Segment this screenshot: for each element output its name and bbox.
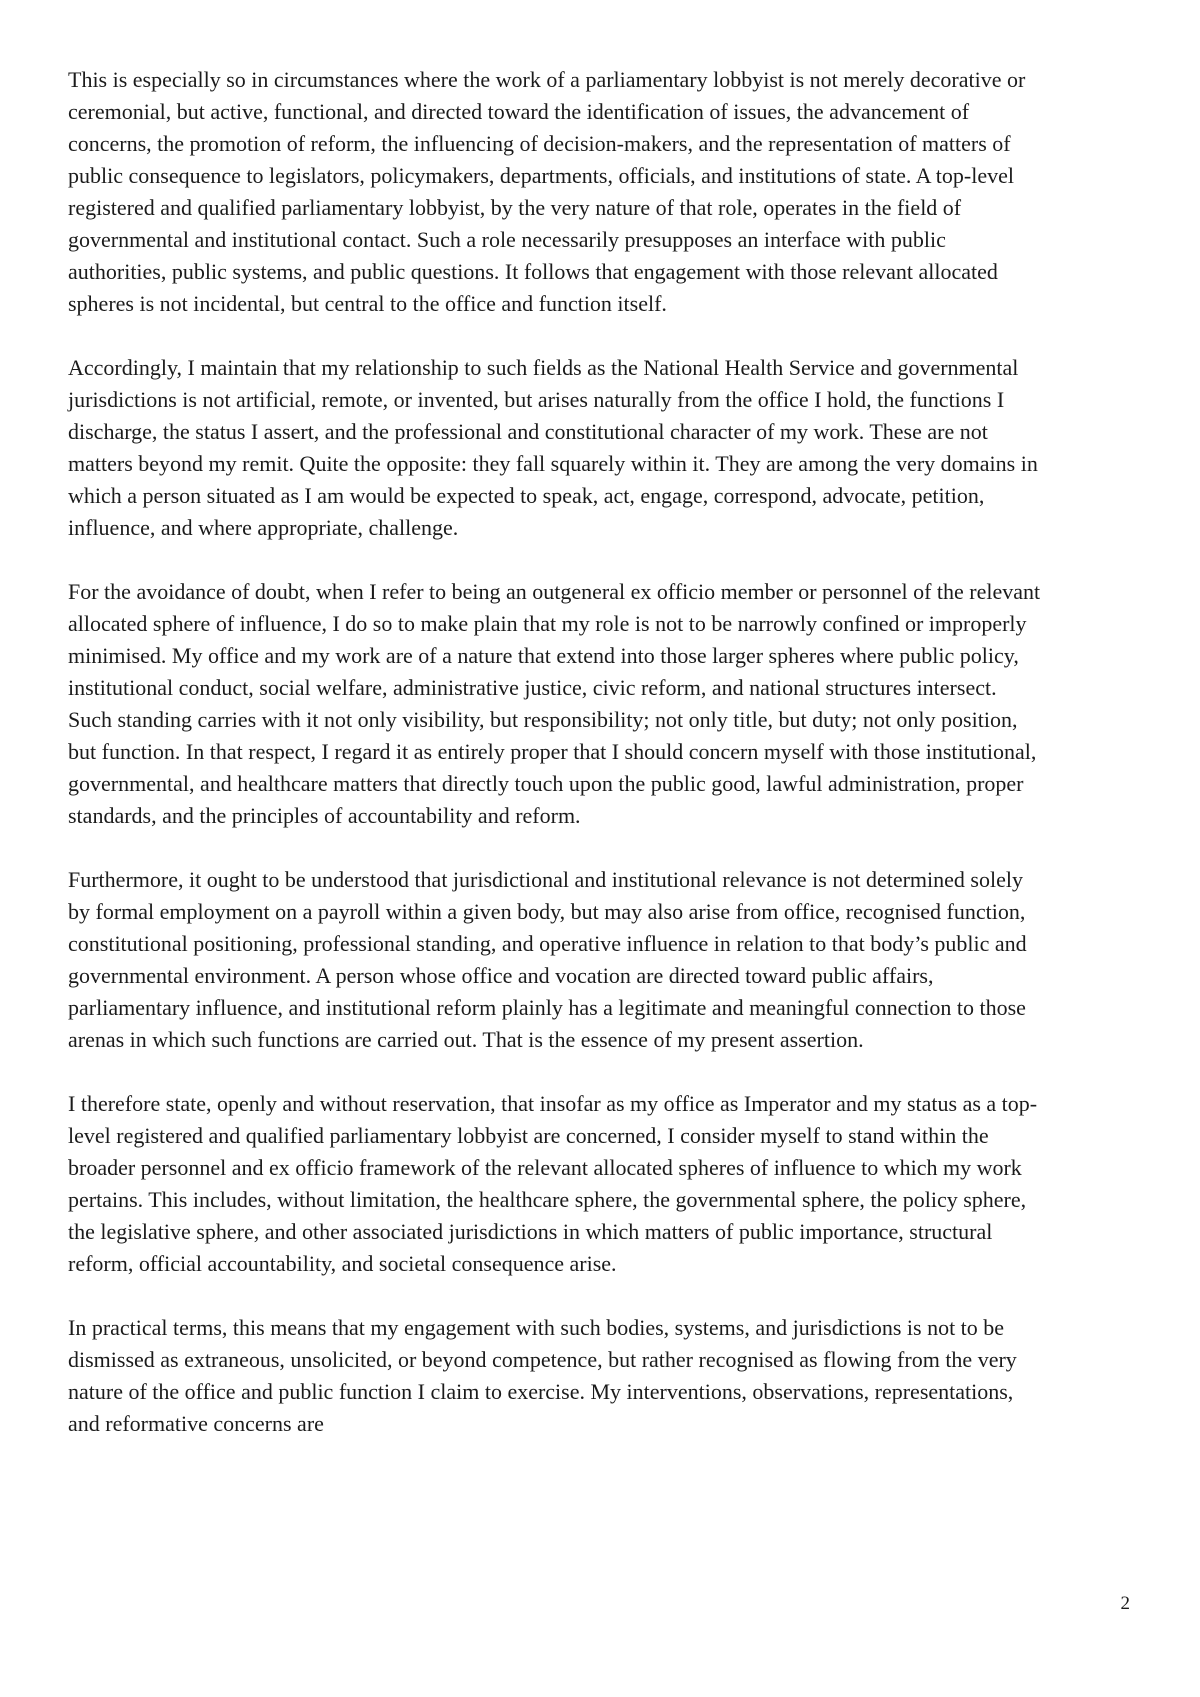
paragraph-6: In practical terms, this means that my engagement with such bodies, systems, and jurisdictions is not to be dismissed as extraneous, unsolicited, or beyond competence, but rather recognised as flowing from the very nature of the office and public function I claim to exercise. My interventions, observations, representations, and reformative concerns are — [68, 1315, 1017, 1436]
page-number: 2 — [1120, 1593, 1130, 1614]
document-body — [68, 64, 1043, 1472]
paragraph-4: Furthermore, it ought to be understood that jurisdictional and institutional relevance is not determined solely by formal employment on a payroll within a given body, but may also arise from office, recognised function, constitutional positioning, professional standing, and operative influence in relation to that body’s public and governmental environment. A person whose office and vocation are directed toward public affairs, parliamentary influence, and institutional reform plainly has a legitimate and meaningful connection to those arenas in which such functions are carried out. That is the essence of my present assertion. — [68, 867, 1027, 1052]
paragraph-2: Accordingly, I maintain that my relationship to such fields as the National Health Service and governmental jurisdictions is not artificial, remote, or invented, but arises naturally from the office I hold, the functions I discharge, the status I assert, and the professional and constitutional character of my work. These are not matters beyond my remit. Quite the opposite: they fall squarely within it. They are among the very domains in which a person situated as I am would be expected to speak, act, engage, correspond, advocate, petition, influence, and where appropriate, challenge. — [68, 355, 1038, 540]
paragraph-1: This is especially so in circumstances where the work of a parliamentary lobbyist is not merely decorative or ceremonial, but active, functional, and directed toward the identification of issues, the advancement of concerns, the promotion of reform, the influencing of decision-makers, and the representation of matters of public consequence to legislators, policymakers, departments, officials, and institutions of state. A top-level registered and qualified parliamentary lobbyist, by the very nature of that role, operates in the field of governmental and institutional contact. Such a role necessarily presupposes an interface with public authorities, public systems, and public questions. It follows that engagement with those relevant allocated spheres is not incidental, but central to the office and function itself. — [68, 67, 1026, 316]
paragraph-5: I therefore state, openly and without reservation, that insofar as my office as Imperator and my status as a top-level registered and qualified parliamentary lobbyist are concerned, I consider myself to stand within the broader personnel and ex officio framework of the relevant allocated spheres of influence to which my work pertains. This includes, without limitation, the healthcare sphere, the governmental sphere, the policy sphere, the legislative sphere, and other associated jurisdictions in which matters of public importance, structural reform, official accountability, and societal consequence arise. — [68, 1091, 1038, 1276]
paragraph-3: For the avoidance of doubt, when I refer to being an outgeneral ex officio member or personnel of the relevant allocated sphere of influence, I do so to make plain that my role is not to be narrowly confined or improperly minimised. My office and my work are of a nature that extend into those larger spheres where public policy, institutional conduct, social welfare, administrative justice, civic reform, and national structures intersect. Such standing carries with it not only visibility, but responsibility; not only title, but duty; not only position, but function. In that respect, I regard it as entirely proper that I should concern myself with those institutional, governmental, and healthcare matters that directly touch upon the public good, lawful administration, proper standards, and the principles of accountability and reform. — [68, 579, 1041, 828]
